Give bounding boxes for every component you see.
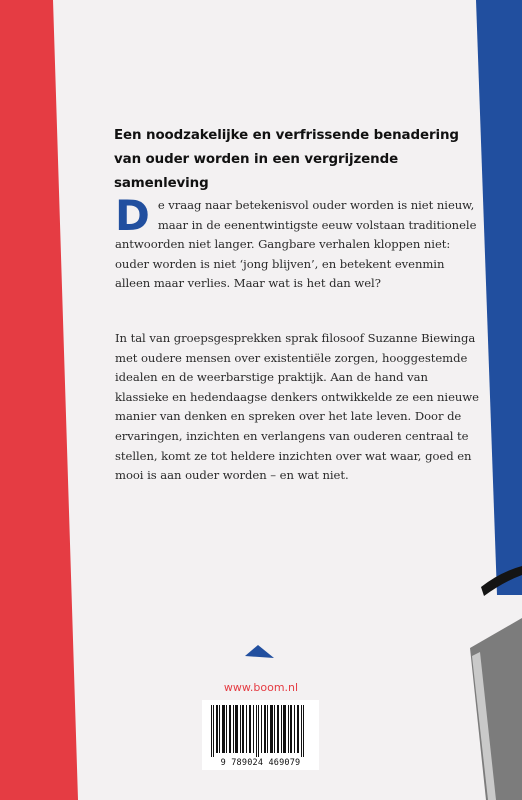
red-band-shape xyxy=(0,0,78,800)
blue-band-shape xyxy=(476,0,522,595)
paragraph-1-text: e vraag naar betekenisvol ouder worden is niet nieuw, maar in de eenentwintigste eeuw volstaan traditionele antwoorden niet langer. Gangbare verhalen kloppen niet: ouder worden is niet ‘jong blijven’, en betekent evenmin alleen maar verlies. Maar wat is het dan wel? xyxy=(115,198,477,291)
isbn-barcode xyxy=(202,700,319,770)
barcode-bars xyxy=(207,705,314,757)
tagline-heading: Een noodzakelijke en verfrissende benadering van ouder worden in een vergrijzende samenleving xyxy=(114,128,459,191)
description-paragraph-2: In tal van groepsgesprekken sprak filosoof Suzanne Biewinga met oudere mensen over existentiële zorgen, hooggestemde idealen en de weerbarstige praktijk. Aan de hand van klassieke en hedendaagse denkers ontwikkelde ze een nieuwe manier van denken en spreken over het late leven. Door de ervaringen, inzichten en verlangens van ouderen centraal te stellen, komt ze tot heldere inzichten over wat waar, goed en mooi is aan ouder worden – en wat niet. xyxy=(115,331,479,483)
description-paragraph-1 xyxy=(115,191,483,294)
drop-cap-letter: D xyxy=(115,191,150,240)
publisher-website-link[interactable]: www.boom.nl xyxy=(223,681,299,694)
blue-triangle-shape xyxy=(245,645,274,658)
isbn-number: 9 789024 469079 xyxy=(220,758,301,768)
grey-shape xyxy=(470,618,522,800)
